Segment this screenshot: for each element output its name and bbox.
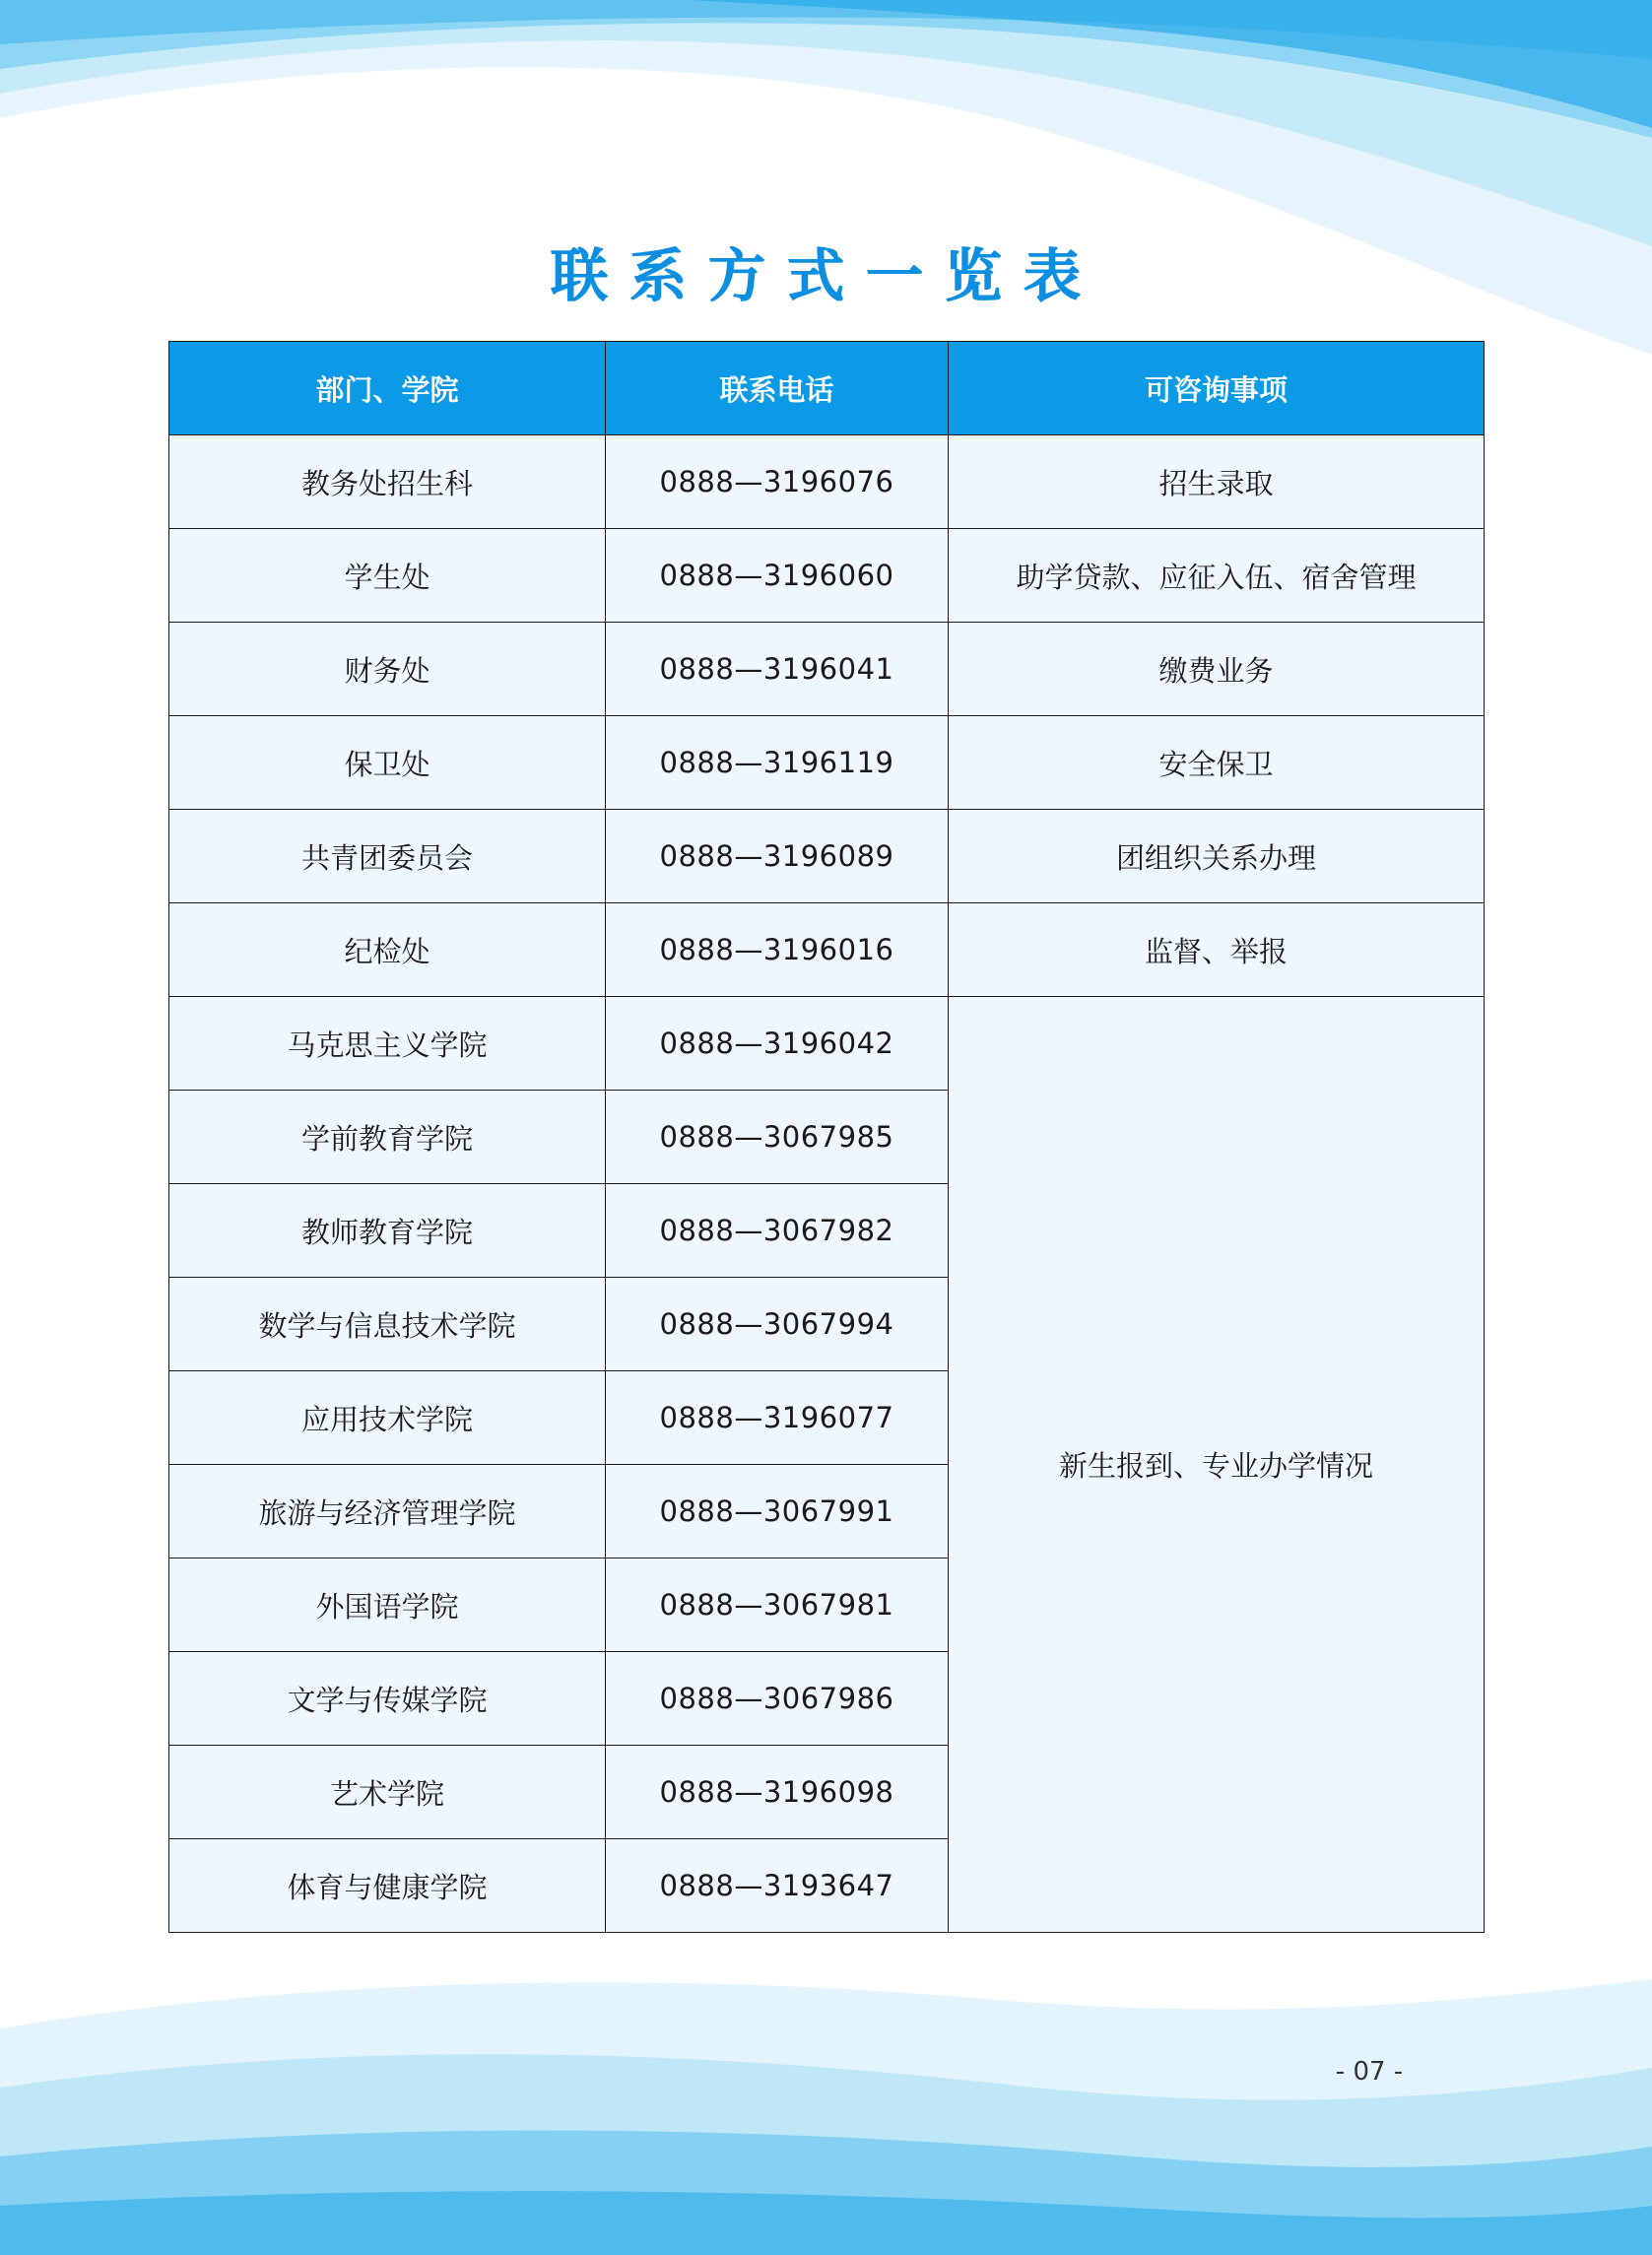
phone-cell: 0888—3067982 bbox=[606, 1184, 949, 1278]
matter-cell: 团组织关系办理 bbox=[949, 810, 1485, 903]
phone-cell: 0888—3193647 bbox=[606, 1839, 949, 1933]
department-cell: 财务处 bbox=[169, 623, 606, 716]
department-cell: 艺术学院 bbox=[169, 1746, 606, 1839]
phone-cell: 0888—3067986 bbox=[606, 1652, 949, 1746]
department-cell: 外国语学院 bbox=[169, 1559, 606, 1652]
phone-cell: 0888—3196076 bbox=[606, 435, 949, 529]
table-row bbox=[169, 997, 1485, 1091]
department-cell: 体育与健康学院 bbox=[169, 1839, 606, 1933]
department-cell: 保卫处 bbox=[169, 716, 606, 810]
top-wave-decoration bbox=[0, 0, 1652, 374]
page-number: - 07 - bbox=[1335, 2057, 1404, 2087]
header-matters: 可咨询事项 bbox=[949, 342, 1485, 435]
table-row bbox=[169, 903, 1485, 997]
department-cell: 学前教育学院 bbox=[169, 1091, 606, 1184]
phone-cell: 0888—3067981 bbox=[606, 1559, 949, 1652]
header-department: 部门、学院 bbox=[169, 342, 606, 435]
phone-cell: 0888—3196119 bbox=[606, 716, 949, 810]
department-cell: 教务处招生科 bbox=[169, 435, 606, 529]
matter-cell: 助学贷款、应征入伍、宿舍管理 bbox=[949, 529, 1485, 623]
department-cell: 学生处 bbox=[169, 529, 606, 623]
matter-cell: 缴费业务 bbox=[949, 623, 1485, 716]
phone-cell: 0888—3196098 bbox=[606, 1746, 949, 1839]
department-cell: 共青团委员会 bbox=[169, 810, 606, 903]
table-header-row bbox=[169, 342, 1485, 435]
department-cell: 文学与传媒学院 bbox=[169, 1652, 606, 1746]
page-title: 联系方式一览表 bbox=[550, 242, 1102, 309]
table-row bbox=[169, 529, 1485, 623]
phone-cell: 0888—3067991 bbox=[606, 1465, 949, 1559]
table-row bbox=[169, 810, 1485, 903]
phone-cell: 0888—3196041 bbox=[606, 623, 949, 716]
phone-cell: 0888—3067985 bbox=[606, 1091, 949, 1184]
table-row bbox=[169, 716, 1485, 810]
department-cell: 教师教育学院 bbox=[169, 1184, 606, 1278]
department-cell: 旅游与经济管理学院 bbox=[169, 1465, 606, 1559]
department-cell: 纪检处 bbox=[169, 903, 606, 997]
phone-cell: 0888—3196089 bbox=[606, 810, 949, 903]
phone-cell: 0888—3067994 bbox=[606, 1278, 949, 1371]
merged-matter-cell: 新生报到、专业办学情况 bbox=[949, 997, 1485, 1933]
header-phone: 联系电话 bbox=[606, 342, 949, 435]
phone-cell: 0888—3196060 bbox=[606, 529, 949, 623]
matter-cell: 安全保卫 bbox=[949, 716, 1485, 810]
table-row bbox=[169, 623, 1485, 716]
matter-cell: 招生录取 bbox=[949, 435, 1485, 529]
phone-cell: 0888—3196016 bbox=[606, 903, 949, 997]
matter-cell: 监督、举报 bbox=[949, 903, 1485, 997]
phone-cell: 0888—3196077 bbox=[606, 1371, 949, 1465]
table-row bbox=[169, 435, 1485, 529]
department-cell: 马克思主义学院 bbox=[169, 997, 606, 1091]
department-cell: 数学与信息技术学院 bbox=[169, 1278, 606, 1371]
contact-table bbox=[168, 341, 1485, 1933]
phone-cell: 0888—3196042 bbox=[606, 997, 949, 1091]
bottom-wave-decoration bbox=[0, 1959, 1652, 2255]
department-cell: 应用技术学院 bbox=[169, 1371, 606, 1465]
